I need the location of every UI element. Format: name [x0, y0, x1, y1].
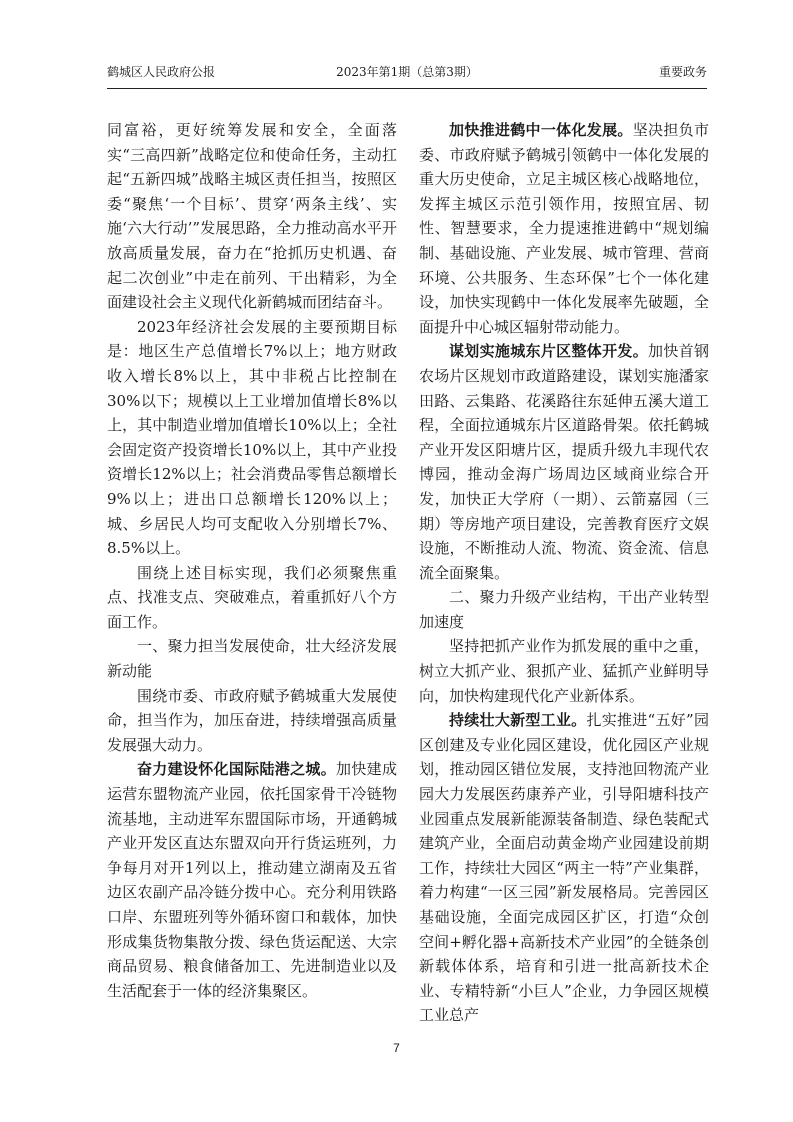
paragraph [419, 585, 709, 634]
paragraph [107, 757, 397, 1003]
paragraph [107, 634, 397, 683]
paragraph-lead: 加快推进鹤中一体化发展。 [449, 121, 633, 139]
paragraph-text: 坚决担负市委、市政府赋予鹤城引领鹤中一体化发展的重大历史使命，立足主城区核心战略地位，发挥主城区示范引领作用，按照宜居、韧性、智慧要求，全力提速推进鹤中“规划编制、基础设施、产业发展、城市管理、营商环境、公共服务、生态环保”七个一体化建设，加快实现鹤中一体化发展率先破题，全面提升中心城区辐射带动能力。 [419, 121, 709, 336]
paragraph-text: 坚持把抓产业作为抓发展的重中之重，树立大抓产业、狠抓产业、猛抓产业鲜明导向，加快构建现代化产业新体系。 [419, 637, 709, 705]
paragraph [419, 708, 709, 1028]
page-number: 7 [393, 1041, 400, 1055]
paragraph-text: 一、聚力担当发展使命，壮大经济发展新动能 [107, 637, 397, 681]
page-header [107, 63, 707, 83]
paragraph [419, 118, 709, 339]
publication-title: 鹤城区人民政府公报 [107, 65, 216, 79]
paragraph [419, 339, 709, 585]
paragraph-text: 扎实推进“五好”园区创建及专业化园区建设，优化园区产业规划，推动园区错位发展，支持池回物流产业园大力发展医药康养产业，引导阳塘科技产业园重点发展新能源装备制造、绿色装配式建筑产业，全面启动黄金坳产业园建设前期工作，持续壮大园区“两主一特”产业集群，着力构建“一区三园”新发展格局。完善园区基础设施，全面完成园区扩区，打造“众创空间+孵化器+高新技术产业园”的全链条创新载体体系，培育和引进一批高新技术企业、专精特新“小巨人”企业，力争园区规模工业总产 [419, 711, 709, 1025]
paragraph-text: 围绕上述目标实现，我们必须聚焦重点、找准支点、突破难点，着重抓好八个方面工作。 [107, 563, 397, 631]
paragraph [419, 634, 709, 708]
paragraph-text: 同富裕，更好统筹发展和安全，全面落实“三高四新”战略定位和使命任务，主动扛起“五新四城”战略主城区责任担当，按照区委“聚焦‘一个目标’、贯穿‘两条主线’、实施‘六大行动’”发展思路，全力推动高水平开放高质量发展，奋力在“抢抓历史机遇、奋起二次创业”中走在前列、干出精彩，为全面建设社会主义现代化新鹤城而团结奋斗。 [107, 121, 397, 312]
paragraph [107, 684, 397, 758]
paragraph [107, 315, 397, 561]
paragraph-text: 围绕市委、市政府赋予鹤城重大发展使命，担当作为，加压奋进，持续增强高质量发展强大动力。 [107, 686, 397, 754]
paragraph-lead: 谋划实施城东片区整体开发。 [449, 342, 649, 361]
paragraph-lead: 持续壮大新型工业。 [449, 711, 587, 730]
header-rule [107, 88, 707, 89]
paragraph-text: 加快首钢农场片区规划市政道路建设，谋划实施潘家田路、云集路、花溪路往东延伸五溪大道工程，全面拉通城东片区道路骨架。依托鹤城产业开发区阳塘片区，提质升级九丰现代农博园，推动金海广场周边区域商业综合开发，加快正大学府（一期）、云箭嘉园（三期）等房地产项目建设，完善教育医疗文娱设施，不断推动人流、物流、资金流、信息流全面聚集。 [419, 342, 709, 582]
section-title: 重要政务 [658, 65, 707, 79]
paragraph [107, 561, 397, 635]
paragraph-text: 2023年经济社会发展的主要预期目标是：地区生产总值增长7%以上；地方财政收入增长8%以上，其中非税占比控制在30%以下；规模以上工业增加值增长8%以上，其中制造业增加值增长10%以上；全社会固定资产投资增长10%以上，其中产业投资增长12%以上；社会消费品零售总额增长9%以上；进出口总额增长120%以上；城、乡居民人均可支配收入分别增长7%、8.5%以上。 [107, 317, 397, 558]
issue-number: 2023年第1期（总第3期） [336, 65, 478, 79]
paragraph-text: 加快建成运营东盟物流产业园，依托国家骨干冷链物流基地，主动进军东盟国际市场，开通鹤城产业开发区直达东盟双向开行货运班列，力争每月对开1列以上，推动建立湖南及五省边区农副产品冷链分拨中心。充分利用铁路口岸、东盟班列等外循环窗口和载体，加快形成集货物集散分拨、绿色货运配送、大宗商品贸易、粮食储备加工、先进制造业以及生活配套于一体的经济集聚区。 [107, 760, 397, 1000]
paragraph [107, 118, 397, 315]
right-column [419, 118, 709, 1028]
left-column [107, 118, 397, 1003]
paragraph-text: 二、聚力升级产业结构，干出产业转型加速度 [419, 588, 709, 631]
paragraph-lead: 奋力建设怀化国际陆港之城。 [137, 760, 337, 779]
